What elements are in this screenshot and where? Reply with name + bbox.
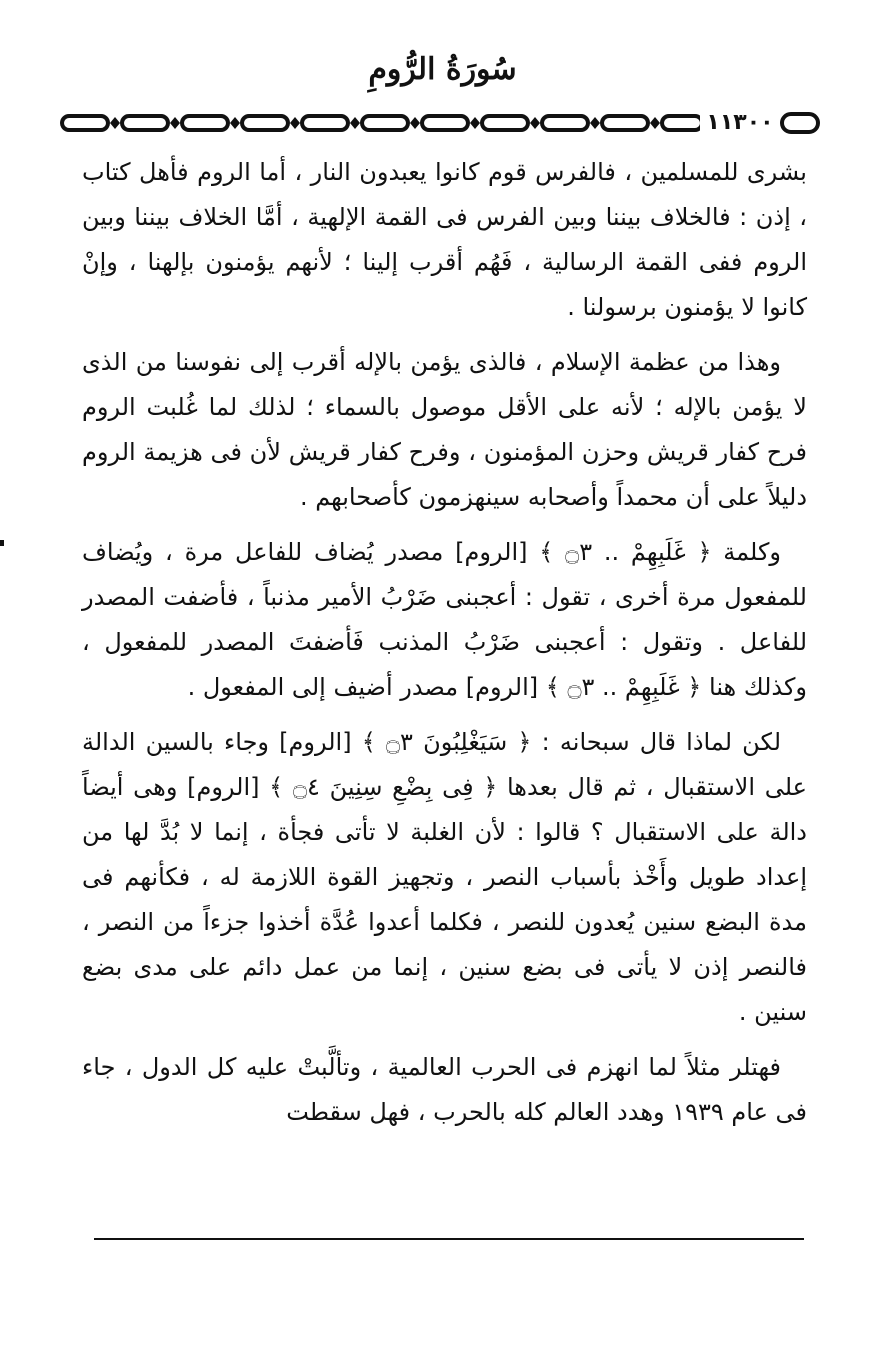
margin-mark <box>0 540 4 546</box>
paragraph: وهذا من عظمة الإسلام ، فالذى يؤمن بالإله أقرب إلى نفوسنا من الذى لا يؤمن بالإله ؛ لأنه على الأقل موصول بالسماء ؛ لذلك لما غُلبت الروم فرح كفار قريش وحزن المؤمنون ، وفرح كفار قريش لأن فى هزيمة الروم دليلاً على أن محمداً وأصحابه سينهزمون كأصحابهم . <box>82 348 807 511</box>
surah-title: سُورَةُ الرُّومِ <box>368 52 517 87</box>
body-text <box>82 150 807 1145</box>
paragraph: وكلمة ﴿ غَلَبِهِمْ .. ۝٣ ﴾ [الروم] مصدر يُضاف للفاعل مرة ، ويُضاف للمفعول مرة أخرى ، تقول : أعجبنى ضَرْبُ الأمير مذنباً ، فأضفت المصدر للفاعل . وتقول : أعجبنى ضَرْبُ المذنب فَأضفتَ المصدر للمفعول ، وكذلك هنا ﴿ غَلَبِهِمْ .. ۝٣ ﴾ [الروم] مصدر أضيف إلى المفعول . <box>82 538 807 701</box>
page-number: ١١٣٠٠ <box>700 110 780 136</box>
paragraph: فهتلر مثلاً لما انهزم فى الحرب العالمية ، وتألَّبتْ عليه كل الدول ، جاء فى عام ١٩٣٩ وهدد العالم كله بالحرب ، فهل سقطت <box>82 1053 807 1126</box>
paragraph: لكن لماذا قال سبحانه : ﴿ سَيَغْلِبُونَ ۝٣ ﴾ [الروم] وجاء بالسين الدالة على الاستقبال ، ثم قال بعدها ﴿ فِى بِضْعِ سِنِينَ ۝٤ ﴾ [الروم] وهى أيضاً دالة على الاستقبال ؟ قالوا : لأن الغلبة لا تأتى فجأة ، إنما لا بُدَّ لها من إعداد طويل وأَخْذ بأسباب النصر ، وتجهيز القوة اللازمة له ، فكأنهم فى مدة البضع سنين يُعدون للنصر ، فكلما أعدوا عُدَّة أخذوا جزءاً من النصر ، فالنصر إذن لا يأتى فى بضع سنين ، إنما من عمل دائم على مدى بضع سنين . <box>82 728 807 1026</box>
footer-rule <box>94 1238 804 1240</box>
paragraph: بشرى للمسلمين ، فالفرس قوم كانوا يعبدون النار ، أما الروم فأهل كتاب ، إذن : فالخلاف بيننا وبين الفرس فى القمة الإلهية ، أمَّا الخلاف بيننا وبين الروم ففى القمة الرسالية ، فَهُم أقرب إلينا ؛ لأنهم يؤمنون بإلهنا ، وإنْ كانوا لا يؤمنون برسولنا . <box>82 158 807 321</box>
